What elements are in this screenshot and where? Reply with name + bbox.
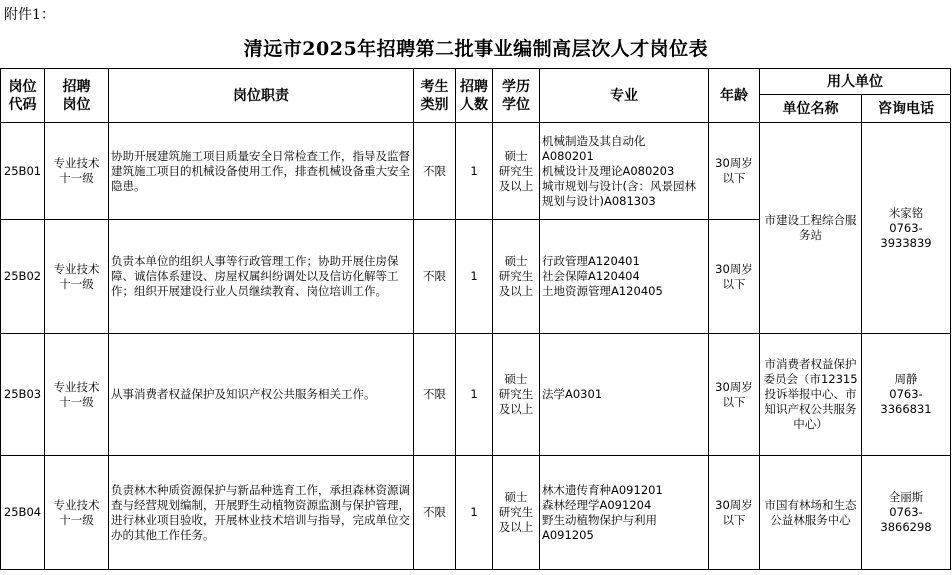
row-major: 行政管理A120401 社会保障A120404 土地资源管理A120405: [540, 220, 709, 334]
header-employer-name: 单位名称: [760, 95, 862, 123]
row-duties: 从事消费者权益保护及知识产权公共服务相关工作。: [109, 334, 414, 456]
row-count: 1: [456, 123, 493, 220]
row-age: 30周岁 以下: [709, 334, 760, 456]
row-duties: 负责本单位的组织人事等行政管理工作；协助开展住房保障、诚信体系建设、房屋权属纠纷调处以及信访化解等工作；组织开展建设行业人员继续教育、岗位培训工作。: [109, 220, 414, 334]
table-row: [1, 123, 951, 220]
row-age: 30周岁 以下: [709, 456, 760, 570]
employer-phone: 全丽斯 0763-3866298: [862, 456, 951, 570]
table-row: [1, 334, 951, 456]
employer-name: 市建设工程综合服务站: [760, 123, 862, 334]
row-count: 1: [456, 334, 493, 456]
row-education: 硕士 研究生 及以上: [493, 220, 540, 334]
header-phone: 咨询电话: [862, 95, 951, 123]
row-major: 机械制造及其自动化 A080201 机械设计及理论A080203 城市规划与设计(含：风景园林规划与设计)A081303: [540, 123, 709, 220]
row-position: 专业技术 十一级: [45, 123, 109, 220]
header-education: 学历 学位: [493, 69, 540, 123]
header-age: 年龄: [709, 69, 760, 123]
employer-phone: 周静 0763-3366831: [862, 334, 951, 456]
row-age: 30周岁 以下: [709, 220, 760, 334]
row-count: 1: [456, 456, 493, 570]
employer-name: 市国有林场和生态公益林服务中心: [760, 456, 862, 570]
header-major: 专业: [540, 69, 709, 123]
row-education: 硕士 研究生 及以上: [493, 334, 540, 456]
attachment-label: 附件1：: [4, 7, 55, 23]
row-candidate-type: 不限: [414, 220, 456, 334]
row-major: 林木遗传育种A091201 森林经理学A091204 野生动植物保护与利用A091205: [540, 456, 709, 570]
row-code: 25B02: [1, 220, 45, 334]
row-count: 1: [456, 220, 493, 334]
position-table: [0, 68, 951, 570]
row-duties: 协助开展建筑施工项目质量安全日常检查工作，指导及监督建筑施工项目的机械设备使用工作，排查机械设备重大安全隐患。: [109, 123, 414, 220]
row-education: 硕士 研究生 及以上: [493, 456, 540, 570]
header-employer-group: 用人单位: [760, 69, 951, 95]
employer-name: 市消费者权益保护委员会（市12315投诉举报中心、市知识产权公共服务中心）: [760, 334, 862, 456]
header-duties: 岗位职责: [109, 69, 414, 123]
header-code: 岗位 代码: [1, 69, 45, 123]
header-count: 招聘 人数: [456, 69, 493, 123]
row-code: 25B04: [1, 456, 45, 570]
row-code: 25B01: [1, 123, 45, 220]
row-major: 法学A0301: [540, 334, 709, 456]
row-code: 25B03: [1, 334, 45, 456]
employer-phone: 米家铭 0763-3933839: [862, 123, 951, 334]
row-candidate-type: 不限: [414, 456, 456, 570]
row-position: 专业技术 十一级: [45, 220, 109, 334]
header-candidate-type: 考生 类别: [414, 69, 456, 123]
row-position: 专业技术 十一级: [45, 456, 109, 570]
table-row: [1, 456, 951, 570]
row-duties: 负责林木种质资源保护与新品种选育工作，承担森林资源调查与经营规划编制，开展野生动植物资源监测与保护管理，进行林业项目验收，开展林业技术培训与指导，完成单位交办的其他工作任务。: [109, 456, 414, 570]
row-position: 专业技术 十一级: [45, 334, 109, 456]
row-candidate-type: 不限: [414, 334, 456, 456]
row-candidate-type: 不限: [414, 123, 456, 220]
row-education: 硕士 研究生 及以上: [493, 123, 540, 220]
page-title: 清远市2025年招聘第二批事业编制高层次人才岗位表: [243, 38, 709, 60]
row-age: 30周岁 以下: [709, 123, 760, 220]
header-position: 招聘 岗位: [45, 69, 109, 123]
